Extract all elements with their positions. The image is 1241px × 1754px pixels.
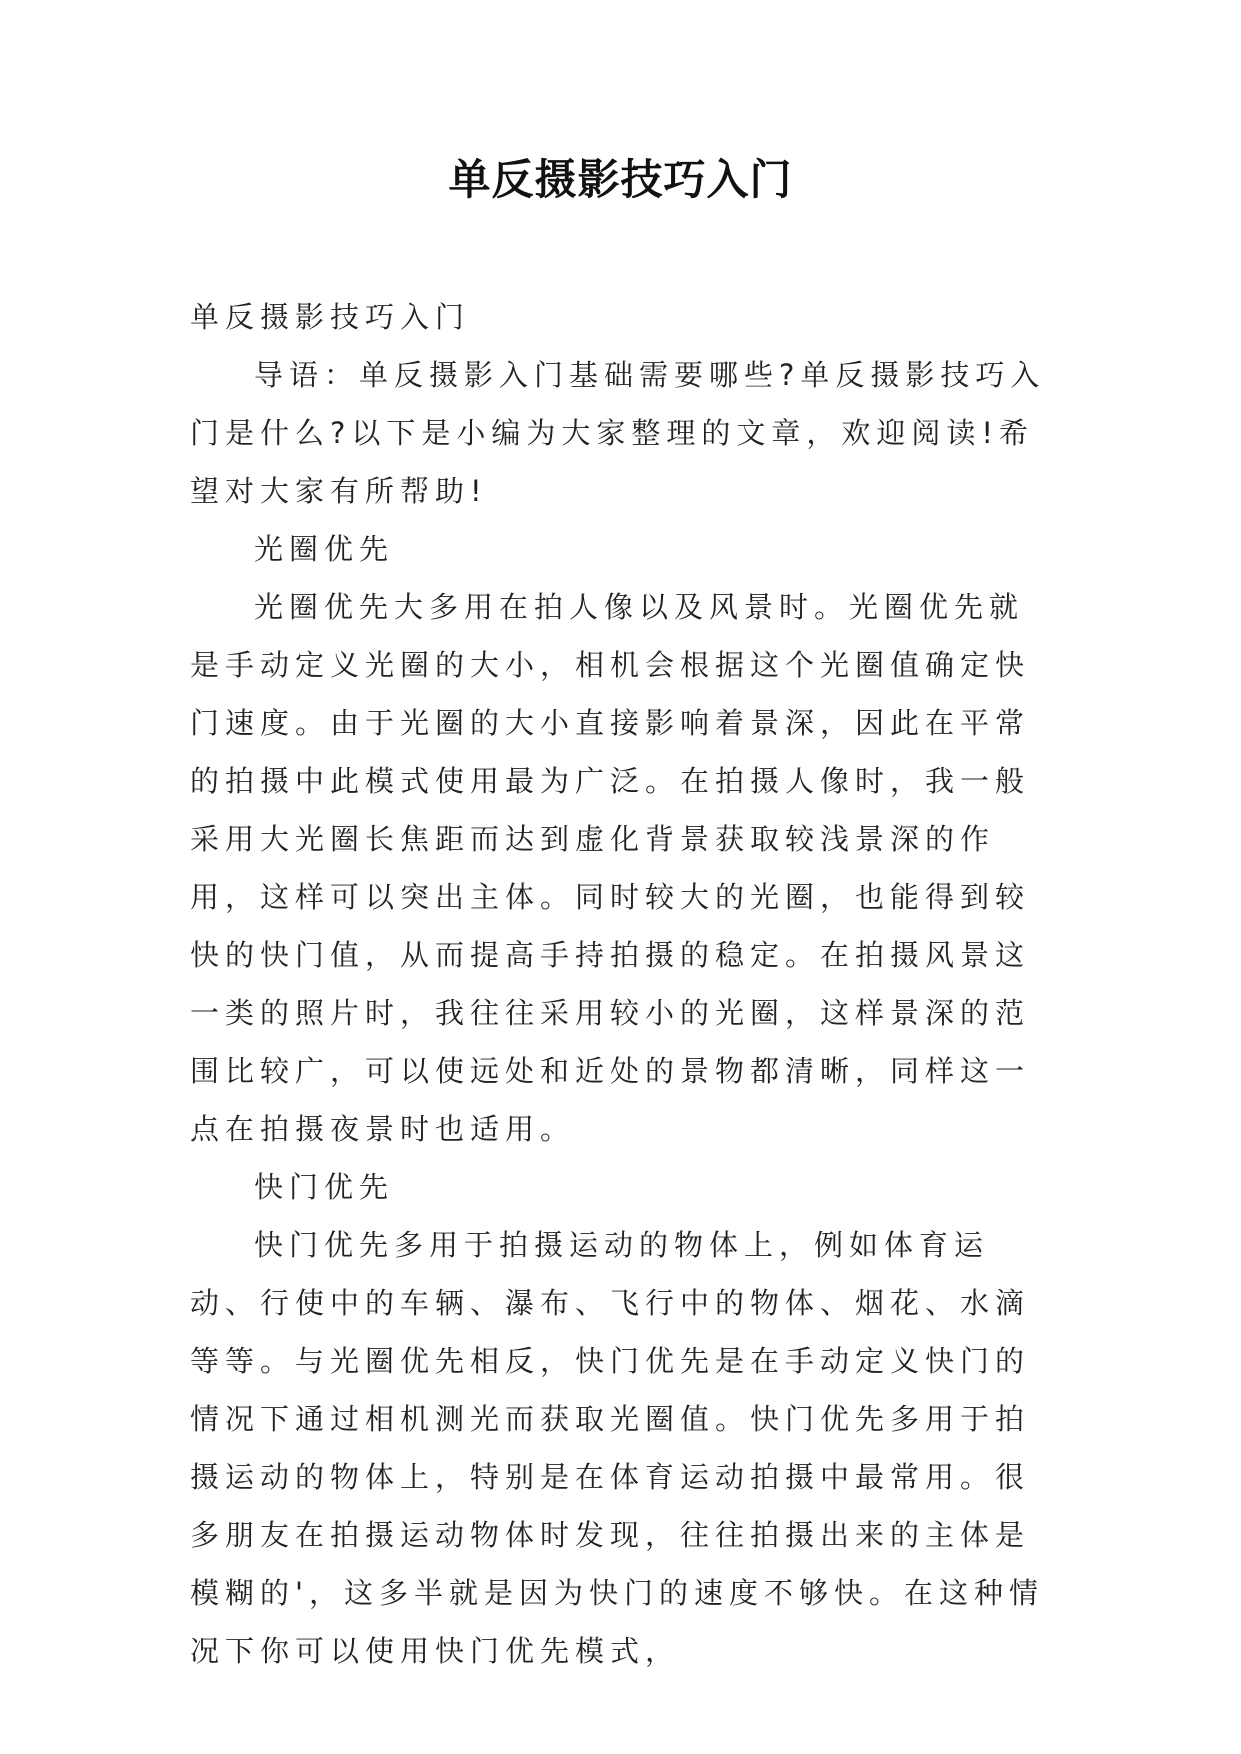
document-body (190, 288, 1050, 1680)
section-heading-shutter-priority: 快门优先 (254, 1170, 395, 1204)
section-heading-aperture-priority: 光圈优先 (254, 532, 395, 566)
body-heading: 单反摄影技巧入门 (190, 300, 471, 334)
document-title: 单反摄影技巧入门 (448, 155, 793, 204)
aperture-priority-paragraph: 光圈优先大多用在拍人像以及风景时。光圈优先就是手动定义光圈的大小，相机会根据这个光圈值确定快门速度。由于光圈的大小直接影响着景深，因此在平常的拍摄中此模式使用最为广泛。在拍摄人像时，我一般采用大光圈长焦距而达到虚化背景获取较浅景深的作用，这样可以突出主体。同时较大的光圈，也能得到较快的快门值，从而提高手持拍摄的稳定。在拍摄风景这一类的照片时，我往往采用较小的光圈，这样景深的范围比较广，可以使远处和近处的景物都清晰，同样这一点在拍摄夜景时也适用。 (190, 590, 1031, 1146)
shutter-priority-paragraph: 快门优先多用于拍摄运动的物体上，例如体育运动、行使中的车辆、瀑布、飞行中的物体、烟花、水滴等等。与光圈优先相反，快门优先是在手动定义快门的情况下通过相机测光而获取光圈值。快门优先多用于拍摄运动的物体上，特别是在体育运动拍摄中最常用。很多朋友在拍摄运动物体时发现，往往拍摄出来的主体是模糊的'，这多半就是因为快门的速度不够快。在这种情况下你可以使用快门优先模式， (190, 1228, 1044, 1668)
intro-paragraph: 导语：单反摄影入门基础需要哪些?单反摄影技巧入门是什么?以下是小编为大家整理的文章，欢迎阅读!希望对大家有所帮助! (190, 358, 1046, 508)
